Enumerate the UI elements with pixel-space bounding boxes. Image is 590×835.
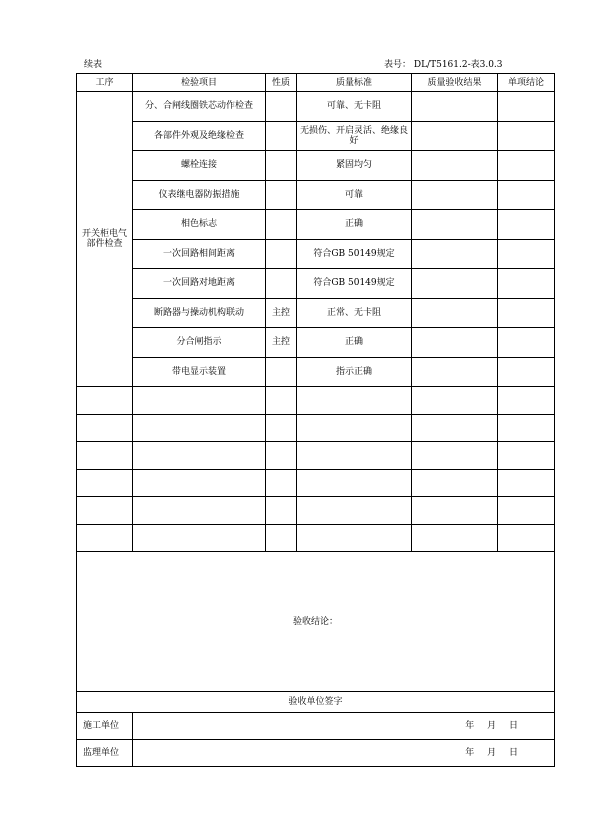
nature-cell <box>266 357 297 387</box>
conclusion-cell[interactable] <box>498 180 555 210</box>
result-cell[interactable] <box>412 328 498 358</box>
header-row <box>77 74 555 92</box>
result-cell[interactable] <box>412 357 498 387</box>
nature-cell <box>266 239 297 269</box>
col-header-nature: 性质 <box>266 74 297 92</box>
table-row <box>77 92 555 122</box>
standard-cell: 无损伤、开启灵活、绝缘良好 <box>297 121 412 151</box>
result-cell[interactable] <box>412 180 498 210</box>
standard-cell: 符合GB 50149规定 <box>297 239 412 269</box>
blank-row <box>77 524 555 552</box>
conclusion-cell[interactable] <box>498 328 555 358</box>
col-header-result: 质量验收结果 <box>412 74 498 92</box>
standard-cell: 可靠 <box>297 180 412 210</box>
blank-row <box>77 387 555 415</box>
table-row <box>77 298 555 328</box>
form-number: 表号： DL/T5161.2-表3.0.3 <box>384 60 503 70</box>
blank-row <box>77 414 555 442</box>
item-cell: 带电显示装置 <box>133 357 266 387</box>
result-cell[interactable] <box>412 151 498 181</box>
nature-cell: 主控 <box>266 328 297 358</box>
conclusion-row <box>77 552 555 692</box>
result-cell[interactable] <box>412 210 498 240</box>
col-header-conclusion: 单项结论 <box>498 74 555 92</box>
unit-label: 监理单位 <box>77 740 133 767</box>
conclusion-cell[interactable] <box>498 298 555 328</box>
table-row <box>77 121 555 151</box>
item-cell: 一次回路相间距离 <box>133 239 266 269</box>
nature-cell <box>266 121 297 151</box>
standard-cell: 符合GB 50149规定 <box>297 269 412 299</box>
signature-title-row <box>77 692 555 713</box>
acceptance-conclusion-label: 验收结论： <box>292 616 338 627</box>
standard-cell: 紧固均匀 <box>297 151 412 181</box>
item-cell: 分合闸指示 <box>133 328 266 358</box>
blank-row <box>77 497 555 525</box>
item-cell: 仪表继电器防振措施 <box>133 180 266 210</box>
conclusion-cell[interactable] <box>498 357 555 387</box>
col-header-standard: 质量标准 <box>297 74 412 92</box>
col-header-item: 检验项目 <box>133 74 266 92</box>
table-row <box>77 210 555 240</box>
blank-row <box>77 442 555 470</box>
item-cell: 分、合闸线圈铁芯动作检查 <box>133 92 266 122</box>
nature-cell <box>266 92 297 122</box>
result-cell[interactable] <box>412 92 498 122</box>
process-cell: 开关柜电气部件检查 <box>77 92 133 387</box>
signature-title: 验收单位签字 <box>77 692 555 713</box>
standard-cell: 正确 <box>297 210 412 240</box>
table-row <box>77 239 555 269</box>
table-row <box>77 180 555 210</box>
signature-row <box>77 740 555 767</box>
unit-label: 施工单位 <box>77 713 133 740</box>
item-cell: 螺栓连接 <box>133 151 266 181</box>
nature-cell: 主控 <box>266 298 297 328</box>
result-cell[interactable] <box>412 121 498 151</box>
continued-label: 续表 <box>84 60 103 70</box>
standard-cell: 指示正确 <box>297 357 412 387</box>
table-row <box>77 328 555 358</box>
signature-row <box>77 713 555 740</box>
item-cell: 断路器与操动机构联动 <box>133 298 266 328</box>
conclusion-cell[interactable] <box>498 121 555 151</box>
table-row <box>77 151 555 181</box>
conclusion-cell[interactable] <box>498 239 555 269</box>
nature-cell <box>266 151 297 181</box>
col-header-process: 工序 <box>77 74 133 92</box>
signature-date[interactable]: 年 月 日 <box>133 713 555 740</box>
inspection-table <box>76 73 555 767</box>
standard-cell: 正常、无卡阻 <box>297 298 412 328</box>
nature-cell <box>266 269 297 299</box>
nature-cell <box>266 210 297 240</box>
conclusion-cell[interactable] <box>498 269 555 299</box>
conclusion-cell[interactable] <box>498 210 555 240</box>
conclusion-cell[interactable] <box>498 92 555 122</box>
item-cell: 一次回路对地距离 <box>133 269 266 299</box>
signature-date[interactable]: 年 月 日 <box>133 740 555 767</box>
item-cell: 各部件外观及绝缘检查 <box>133 121 266 151</box>
standard-cell: 可靠、无卡阻 <box>297 92 412 122</box>
standard-cell: 正确 <box>297 328 412 358</box>
blank-row <box>77 469 555 497</box>
result-cell[interactable] <box>412 239 498 269</box>
result-cell[interactable] <box>412 269 498 299</box>
table-row <box>77 269 555 299</box>
conclusion-cell[interactable] <box>498 151 555 181</box>
nature-cell <box>266 180 297 210</box>
table-row <box>77 357 555 387</box>
item-cell: 相色标志 <box>133 210 266 240</box>
acceptance-conclusion[interactable] <box>77 552 555 692</box>
result-cell[interactable] <box>412 298 498 328</box>
